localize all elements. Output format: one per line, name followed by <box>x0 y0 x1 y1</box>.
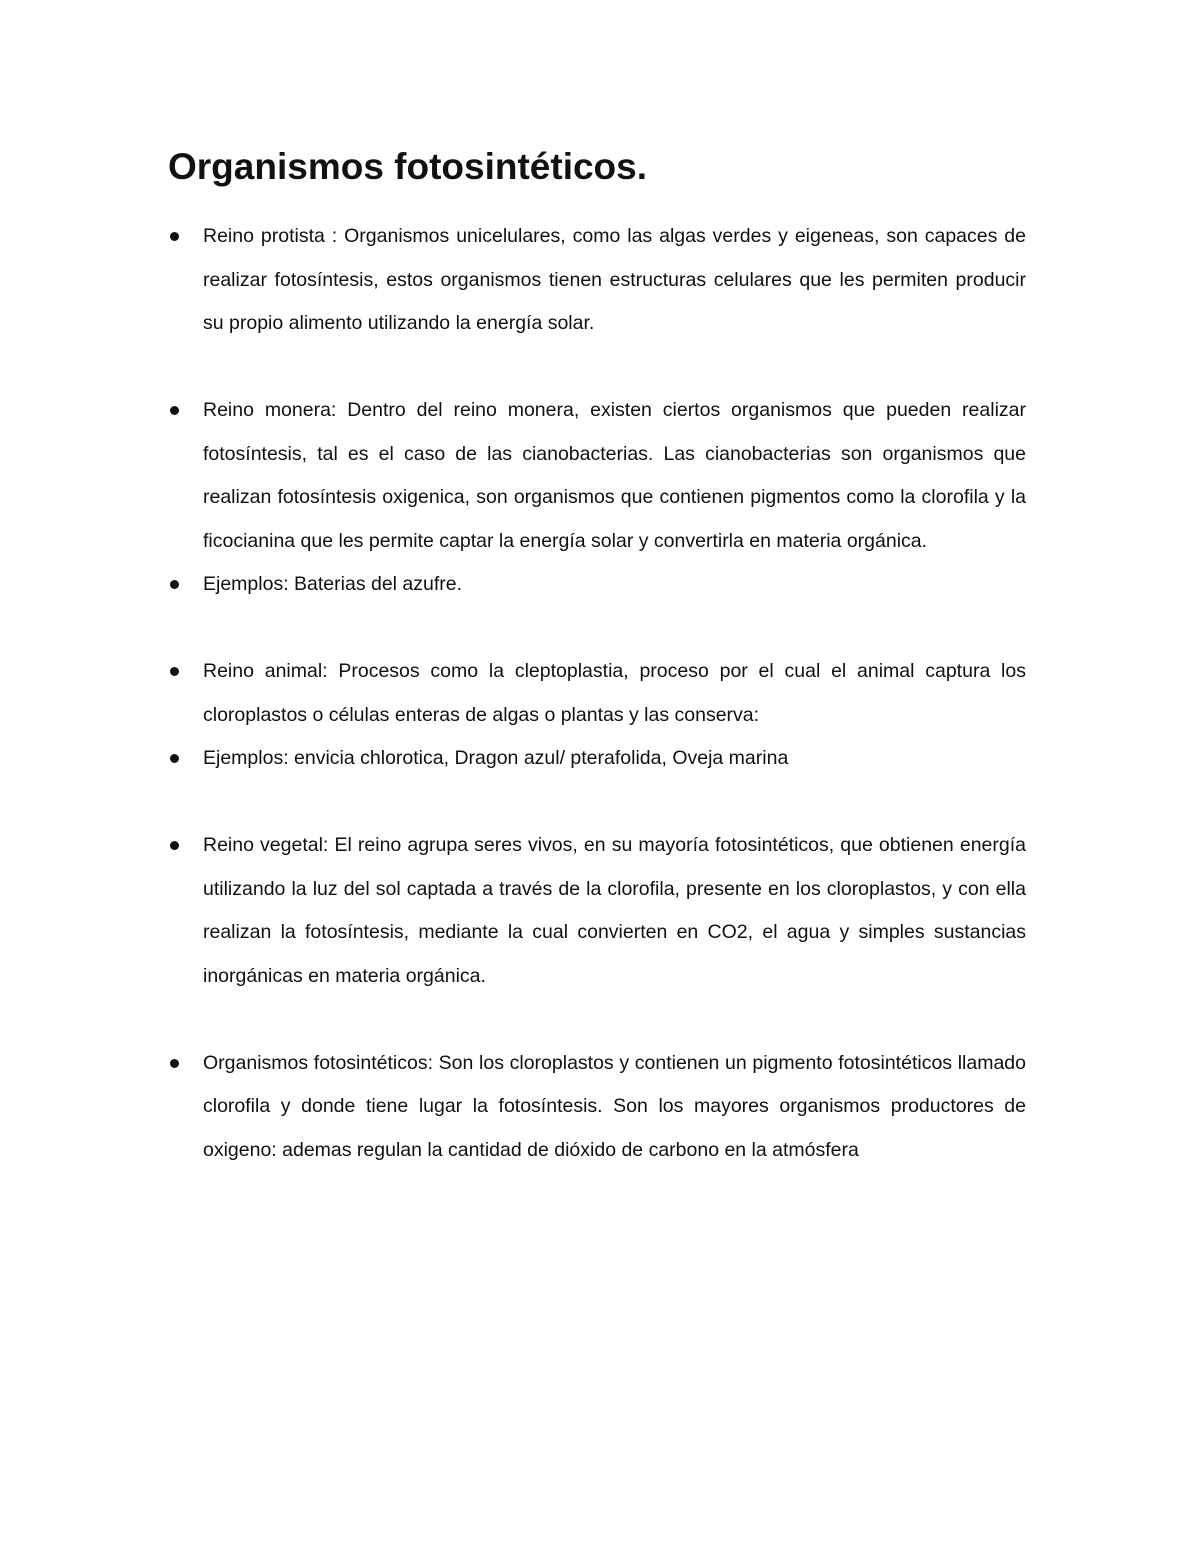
list-item-text: Reino animal: Procesos como la cleptoplastia, proceso por el cual el animal captura los cloroplastos o células enteras de algas o plantas y las conserva: <box>203 660 1026 726</box>
bullet-list <box>168 215 1026 1172</box>
bullet-icon <box>170 754 179 763</box>
list-item <box>168 737 1026 781</box>
list-item-text: Organismos fotosintéticos: Son los cloroplastos y contienen un pigmento fotosintéticos llamado clorofila y donde tiene lugar la fotosíntesis. Son los mayores organismos productores de oxigeno: ademas regulan la cantidad de dióxido de carbono en la atmósfera <box>203 1051 1026 1161</box>
document-title: Organismos fotosintéticos. <box>168 146 648 187</box>
list-item <box>168 1042 1026 1173</box>
bullet-icon <box>170 406 179 415</box>
list-item-text: Reino monera: Dentro del reino monera, existen ciertos organismos que pueden realizar fotosíntesis, tal es el caso de las cianobacterias. Las cianobacterias son organismos que realizan fotosíntesis oxigenica, son organismos que contienen pigmentos como la clorofila y la ficocianina que les permite captar la energía solar y convertirla en materia orgánica. <box>203 399 1026 552</box>
list-item <box>168 389 1026 563</box>
list-item <box>168 215 1026 346</box>
bullet-icon <box>170 667 179 676</box>
list-item <box>168 824 1026 998</box>
bullet-icon <box>170 232 179 241</box>
list-item <box>168 650 1026 737</box>
list-item-text: Ejemplos: envicia chlorotica, Dragon azul/ pterafolida, Oveja marina <box>203 747 789 769</box>
bullet-icon <box>170 841 179 850</box>
list-item-text: Ejemplos: Baterias del azufre. <box>203 573 463 595</box>
bullet-icon <box>170 1059 179 1068</box>
list-item-text: Reino vegetal: El reino agrupa seres vivos, en su mayoría fotosintéticos, que obtienen energía utilizando la luz del sol captada a través de la clorofila, presente en los cloroplastos, y con ella realizan la fotosíntesis, mediante la cual convierten en CO2, el agua y simples sustancias inorgánicas en materia orgánica. <box>203 834 1026 987</box>
list-item <box>168 563 1026 607</box>
list-item-text: Reino protista : Organismos unicelulares, como las algas verdes y eigeneas, son capaces de realizar fotosíntesis, estos organismos tienen estructuras celulares que les permiten producir su propio alimento utilizando la energía solar. <box>203 225 1026 334</box>
bullet-icon <box>170 580 179 589</box>
